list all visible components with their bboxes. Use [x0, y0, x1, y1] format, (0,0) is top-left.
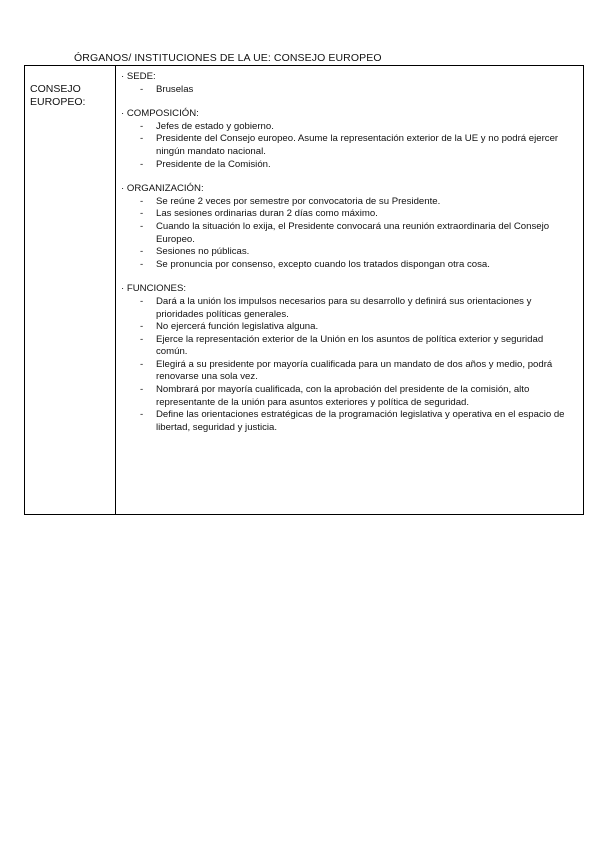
dash-bullet: -	[140, 158, 144, 170]
section-list	[121, 196, 577, 272]
section-heading: · ORGANIZACIÓN:	[121, 183, 204, 195]
list-item	[121, 196, 577, 209]
column-divider	[115, 66, 116, 514]
dash-bullet: -	[140, 220, 144, 232]
list-item-text: Dará a la unión los impulsos necesarios para su desarrollo y definirá sus orientaciones y prioridades políticas generales.	[156, 295, 532, 320]
section-list	[121, 121, 577, 171]
section-heading: · COMPOSICIÓN:	[121, 108, 199, 120]
list-item-text: Presidente de la Comisión.	[156, 158, 271, 170]
list-item	[121, 208, 577, 221]
list-item	[121, 246, 577, 259]
dash-bullet: -	[140, 195, 144, 207]
list-item-text: Bruselas	[156, 83, 194, 95]
section	[121, 71, 577, 96]
list-item-text: Define las orientaciones estratégicas de la programación legislativa y operativa en el espacio de libertad, seguridad y justicia.	[156, 409, 565, 433]
list-item-text: Jefes de estado y gobierno.	[156, 120, 274, 132]
dash-bullet: -	[140, 333, 144, 345]
list-item	[121, 321, 577, 334]
dash-bullet: -	[140, 358, 144, 370]
content-cell	[121, 71, 577, 446]
dash-bullet: -	[140, 133, 144, 145]
dash-bullet: -	[140, 83, 144, 95]
section-heading: · FUNCIONES:	[121, 283, 187, 295]
list-item	[121, 84, 577, 97]
dash-bullet: -	[140, 295, 144, 307]
dash-bullet: -	[140, 384, 144, 396]
list-item-text: Nombrará por mayoría cualificada, con la aprobación del presidente de la comisión, alto representante de la unión para asuntos exteriores y política de seguridad.	[156, 384, 530, 408]
list-item-text: Elegirá a su presidente por mayoría cualificada para un mandato de dos años y medio, podrá renovarse una sola vez.	[156, 358, 553, 383]
list-item	[121, 334, 577, 359]
dash-bullet: -	[140, 409, 144, 421]
list-item-text: Ejerce la representación exterior de la Unión en los asuntos de política exterior y seguridad común.	[156, 333, 544, 358]
list-item	[121, 221, 577, 246]
list-item	[121, 384, 577, 409]
row-label: CONSEJO EUROPEO:	[30, 83, 86, 108]
list-item	[121, 359, 577, 384]
list-item	[121, 121, 577, 134]
section-list	[121, 84, 577, 97]
section-heading: · SEDE:	[121, 71, 156, 82]
list-item-text: Sesiones no públicas.	[156, 246, 250, 258]
list-item	[121, 409, 577, 434]
dash-bullet: -	[140, 258, 144, 270]
section-list	[121, 296, 577, 435]
list-item	[121, 159, 577, 172]
section	[121, 283, 577, 434]
dash-bullet: -	[140, 321, 144, 333]
list-item-text: Presidente del Consejo europeo. Asume la representación exterior de la UE y no podrá ejercer ningún mandato nacional.	[156, 133, 559, 157]
dash-bullet: -	[140, 246, 144, 258]
list-item	[121, 296, 577, 321]
list-item-text: Las sesiones ordinarias duran 2 días como máximo.	[156, 208, 378, 220]
section	[121, 108, 577, 171]
dash-bullet: -	[140, 120, 144, 132]
list-item-text: Cuando la situación lo exija, el Presidente convocará una reunión extraordinaria del Consejo Europeo.	[156, 220, 550, 245]
section	[121, 183, 577, 271]
dash-bullet: -	[140, 208, 144, 220]
institution-table	[24, 65, 584, 515]
list-item	[121, 133, 577, 158]
list-item-text: No ejercerá función legislativa alguna.	[156, 321, 319, 333]
list-item-text: Se reúne 2 veces por semestre por convocatoria de su Presidente.	[156, 195, 441, 207]
list-item-text: Se pronuncia por consenso, excepto cuando los tratados dispongan otra cosa.	[156, 258, 490, 270]
list-item	[121, 259, 577, 272]
page-title: ÓRGANOS/ INSTITUCIONES DE LA UE: CONSEJO EUROPEO	[74, 52, 382, 64]
